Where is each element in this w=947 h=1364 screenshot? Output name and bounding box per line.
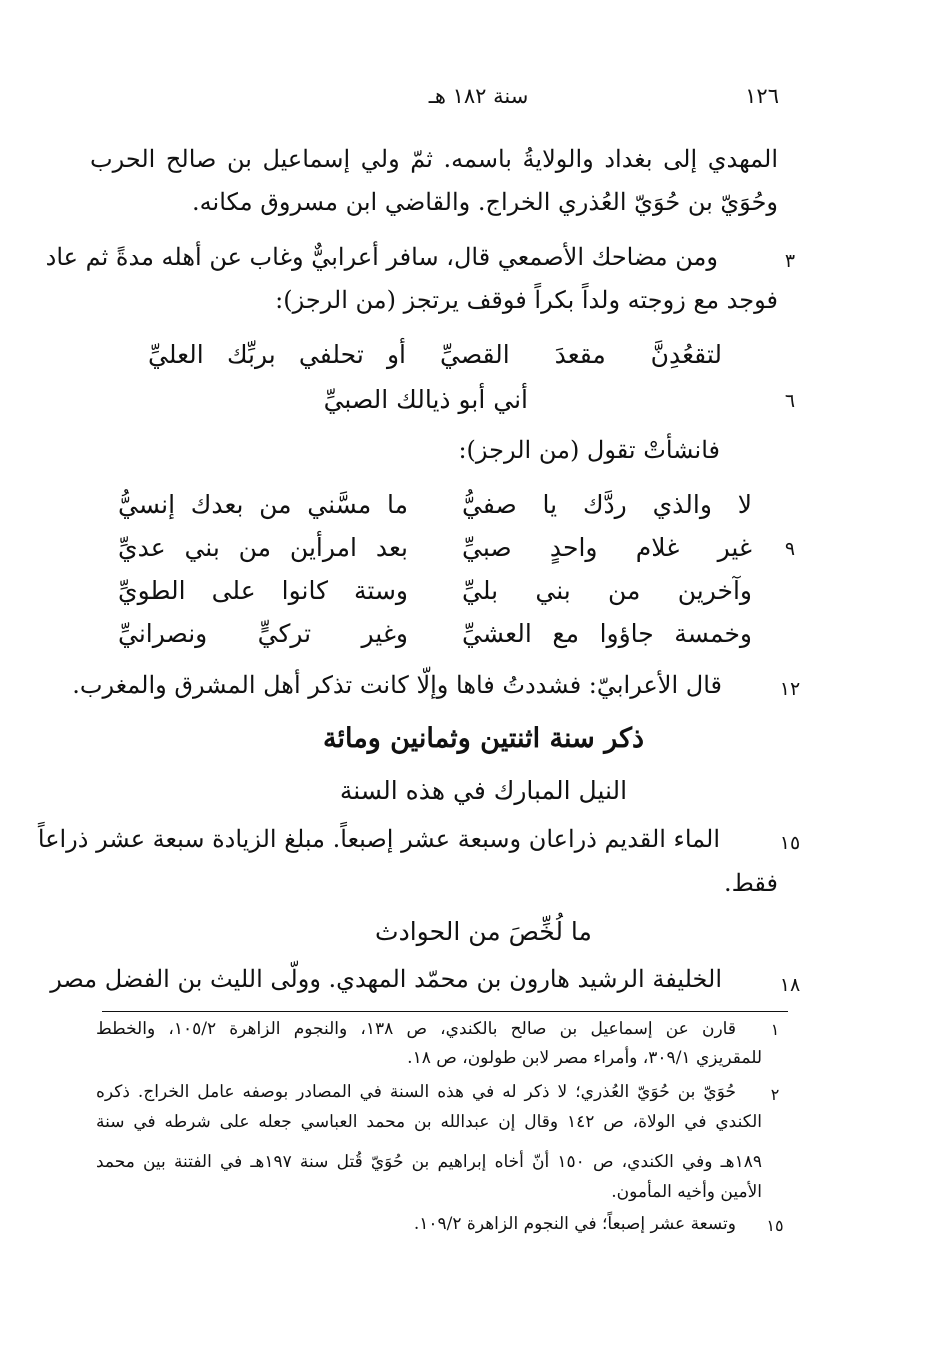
footnote-line: للمقريزي ٣٠٩/١، وأمراء مصر لابن طولون، ص ١٨.	[407, 1048, 762, 1068]
body-line: فقط.	[723, 869, 778, 897]
footnote-line: ١٨٩هـ وفي الكندي، ص ١٥٠ أنّ أخاه إبراهيم بن حُوَيّ قُتل سنة ١٩٧هـ في الفتنة بين محمد	[96, 1152, 762, 1172]
running-title: سنة ١٨٢ هـ	[428, 84, 529, 108]
line-number: ١٨	[779, 974, 801, 996]
body-line: فوجد مع زوجته ولداً بكراً فوقف يرتجز (من الرجز):	[275, 286, 778, 314]
body-line: قال الأعرابيّ: فشددتُ فاها وإلّا كانت تذكر أهل المشرق والمغرب.	[72, 671, 722, 699]
section-heading: ذكر سنة اثنتين وثمانين ومائة	[323, 723, 644, 754]
poem-hemistich-left: ما مسَّني من بعدك إنسيُّ	[118, 490, 408, 519]
footnote-line: وتسعة عشر إصبعاً؛ في النجوم الزاهرة ١٠٩/٢.	[413, 1214, 736, 1234]
footnote-line: الكندي في الولاة، ص ١٤٢ وقال إن عبدالله بن محمد العباسي جعله على شرطه في سنة	[96, 1112, 762, 1132]
footnote-number: ١٥	[766, 1216, 784, 1235]
body-line: الماء القديم ذراعان وسبعة عشر إصبعاً. مبلغ الزيادة سبعة عشر ذراعاً	[37, 825, 720, 853]
body-line: ومن مضاحك الأصمعي قال، سافر أعرابيٌّ وغاب عن أهله مدةً ثم عاد	[45, 243, 718, 271]
footnote-line: حُوَيّ بن حُوَيّ العُذري؛ لا ذكر له في هذه السنة في المصادر بوصفه عامل الخراج. ذكره	[96, 1082, 736, 1102]
subsection-heading: النيل المبارك في هذه السنة	[339, 776, 628, 805]
footnote-number: ١	[770, 1020, 780, 1039]
body-line: وحُوَيّ بن حُوَيّ العُذري الخراج. والقاضي ابن مسروق مكانه.	[192, 188, 778, 216]
body-line: الخليفة الرشيد هارون بن محمّد المهدي. وولّى الليث بن الفضل مصر	[50, 965, 722, 993]
line-number: ٩	[784, 538, 796, 560]
poem-hemistich-left: بعد امرأين من بني عديِّ	[118, 533, 408, 562]
line-number: ١٥	[779, 832, 801, 854]
verse-hemistich-right: لتقعُدِنَّ مقعدَ القصيِّ	[440, 340, 722, 369]
poem-hemistich-right: لا والذي ردَّك يا صفيُّ	[462, 490, 752, 519]
poem-hemistich-left: وغير تركيٍّ ونصرانيِّ	[118, 619, 408, 648]
footnote-line: قارن عن إسماعيل بن صالح بالكندي، ص ١٣٨، والنجوم الزاهرة ١٠٥/٢، والخطط	[96, 1019, 736, 1039]
body-line: المهدي إلى بغداد والولايةُ باسمه. ثمّ ولي إسماعيل بن صالح الحرب	[90, 145, 778, 173]
body-line: فانشأتْ تقول (من الرجز):	[458, 436, 720, 464]
line-number: ١٢	[779, 678, 801, 700]
poem-hemistich-right: غير غلام واحدٍ صبيِّ	[462, 533, 752, 562]
verse-hemistich-left: أو تحلفي بربِّك العليِّ	[148, 340, 406, 369]
page-number: ١٢٦	[745, 84, 779, 108]
subsection-heading: ما لُخِّصَ من الحوادث	[375, 917, 592, 946]
poem-hemistich-right: وآخرين من بني بليِّ	[462, 576, 752, 605]
poem-hemistich-left: وستة كانوا على الطويِّ	[118, 576, 408, 605]
line-number: ٦	[784, 390, 796, 412]
footnote-rule	[102, 1011, 788, 1012]
poem-hemistich-right: وخمسة جاؤوا مع العشيِّ	[462, 619, 752, 648]
footnote-number: ٢	[770, 1085, 780, 1104]
line-number: ٣	[784, 250, 796, 272]
footnote-line: الأمين وأخيه المأمون.	[611, 1182, 762, 1202]
verse-line: أني أبو ذيالك الصبيِّ	[323, 385, 528, 414]
